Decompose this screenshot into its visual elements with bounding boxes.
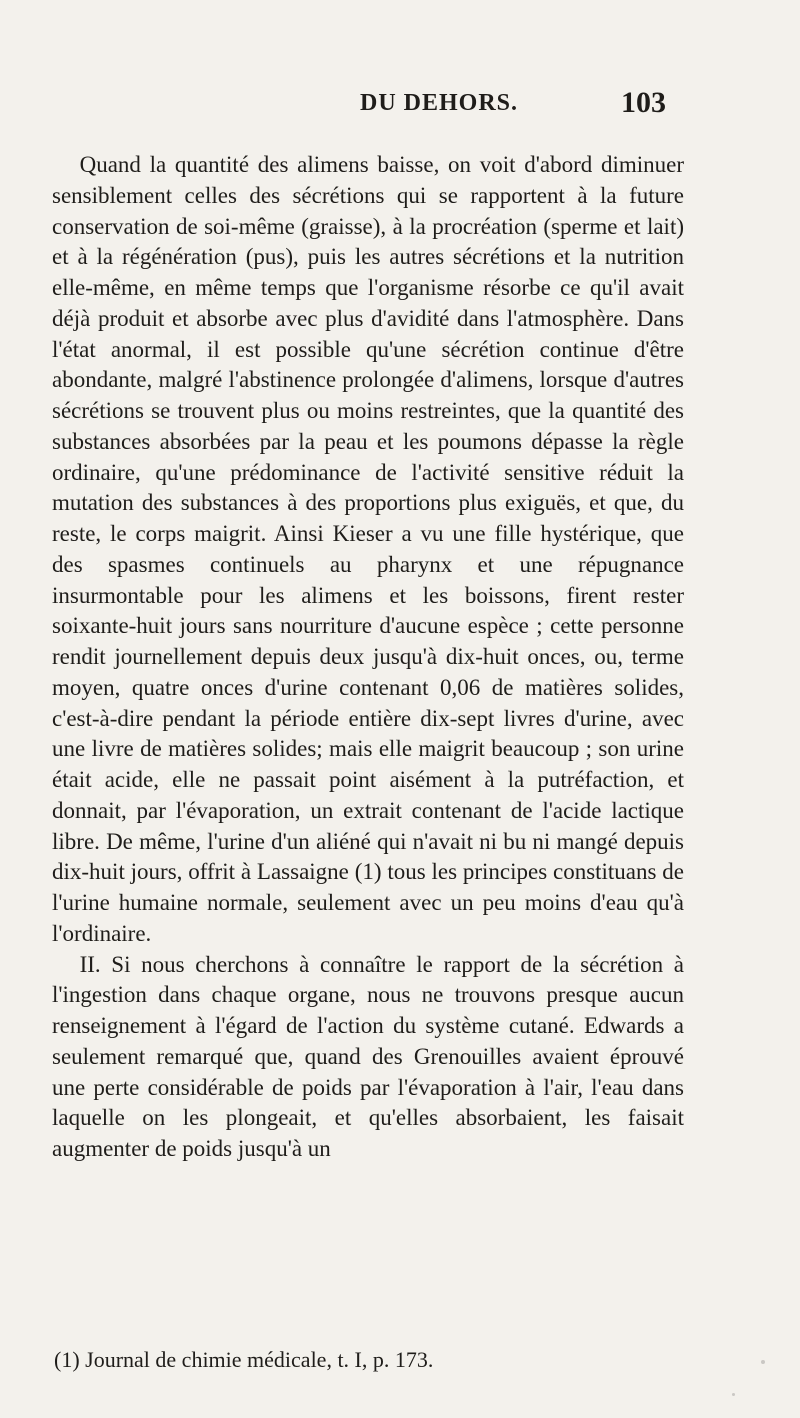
body-text: [52, 150, 684, 1165]
running-head: [0, 64, 800, 119]
paragraph: Quand la quantité des alimens baisse, on voit d'abord diminuer sensiblement celles des sécrétions qui se rapportent à la future conservation de soi-même (graisse), à la procréation (sperme et lait) et à la régénération (pus), puis les autres sécrétions et la nutrition elle-même, en même temps que l'organisme résorbe ce qu'il avait déjà produit et absorbe avec plus d'avidité dans l'atmosphère. Dans l'état anormal, il est possible qu'une sécrétion continue d'être abondante, malgré l'abstinence prolongée d'alimens, lorsque d'autres sécrétions se trouvent plus ou moins restreintes, que la quantité des substances absorbées par la peau et les poumons dépasse la règle ordinaire, qu'une prédominance de l'activité sensitive réduit la mutation des substances à des proportions plus exiguës, et que, du reste, le corps maigrit. Ainsi Kieser a vu une fille hystérique, que des spasmes continuels au pharynx et une répugnance insurmontable pour les alimens et les boissons, firent rester soixante-huit jours sans nourriture d'aucune espèce ; cette personne rendit journellement depuis deux jusqu'à dix-huit onces, ou, terme moyen, quatre onces d'urine contenant 0,06 de matières solides, c'est-à-dire pendant la période entière dix-sept livres d'urine, avec une livre de matières solides; mais elle maigrit beaucoup ; son urine était acide, elle ne passait point aisément à la putréfaction, et donnait, par l'évaporation, un extrait contenant de l'acide lactique libre. De même, l'urine d'un aliéné qui n'avait ni bu ni mangé depuis dix-huit jours, offrit à Lassaigne (1) tous les principes constituans de l'urine humaine normale, seulement avec un peu moins d'eau qu'à l'ordinaire.: [52, 152, 684, 946]
paragraph: II. Si nous cherchons à connaître le rapport de la sécrétion à l'ingestion dans chaque organe, nous ne trouvons presque aucun renseignement à l'égard de l'action du système cutané. Edwards a seulement remarqué que, quand des Grenouilles avaient éprouvé une perte considérable de poids par l'évaporation à l'air, l'eau dans laquelle on les plongeait, et qu'elles absorbaient, les faisait augmenter de poids jusqu'à un: [52, 951, 684, 1161]
page-number: 103: [621, 86, 666, 119]
paper-speck: [732, 1393, 735, 1396]
running-title: DU DEHORS.: [360, 90, 519, 116]
footnote: (1) Journal de chimie médicale, t. I, p. 173.: [54, 1347, 434, 1372]
paper-speck: [761, 1360, 765, 1364]
